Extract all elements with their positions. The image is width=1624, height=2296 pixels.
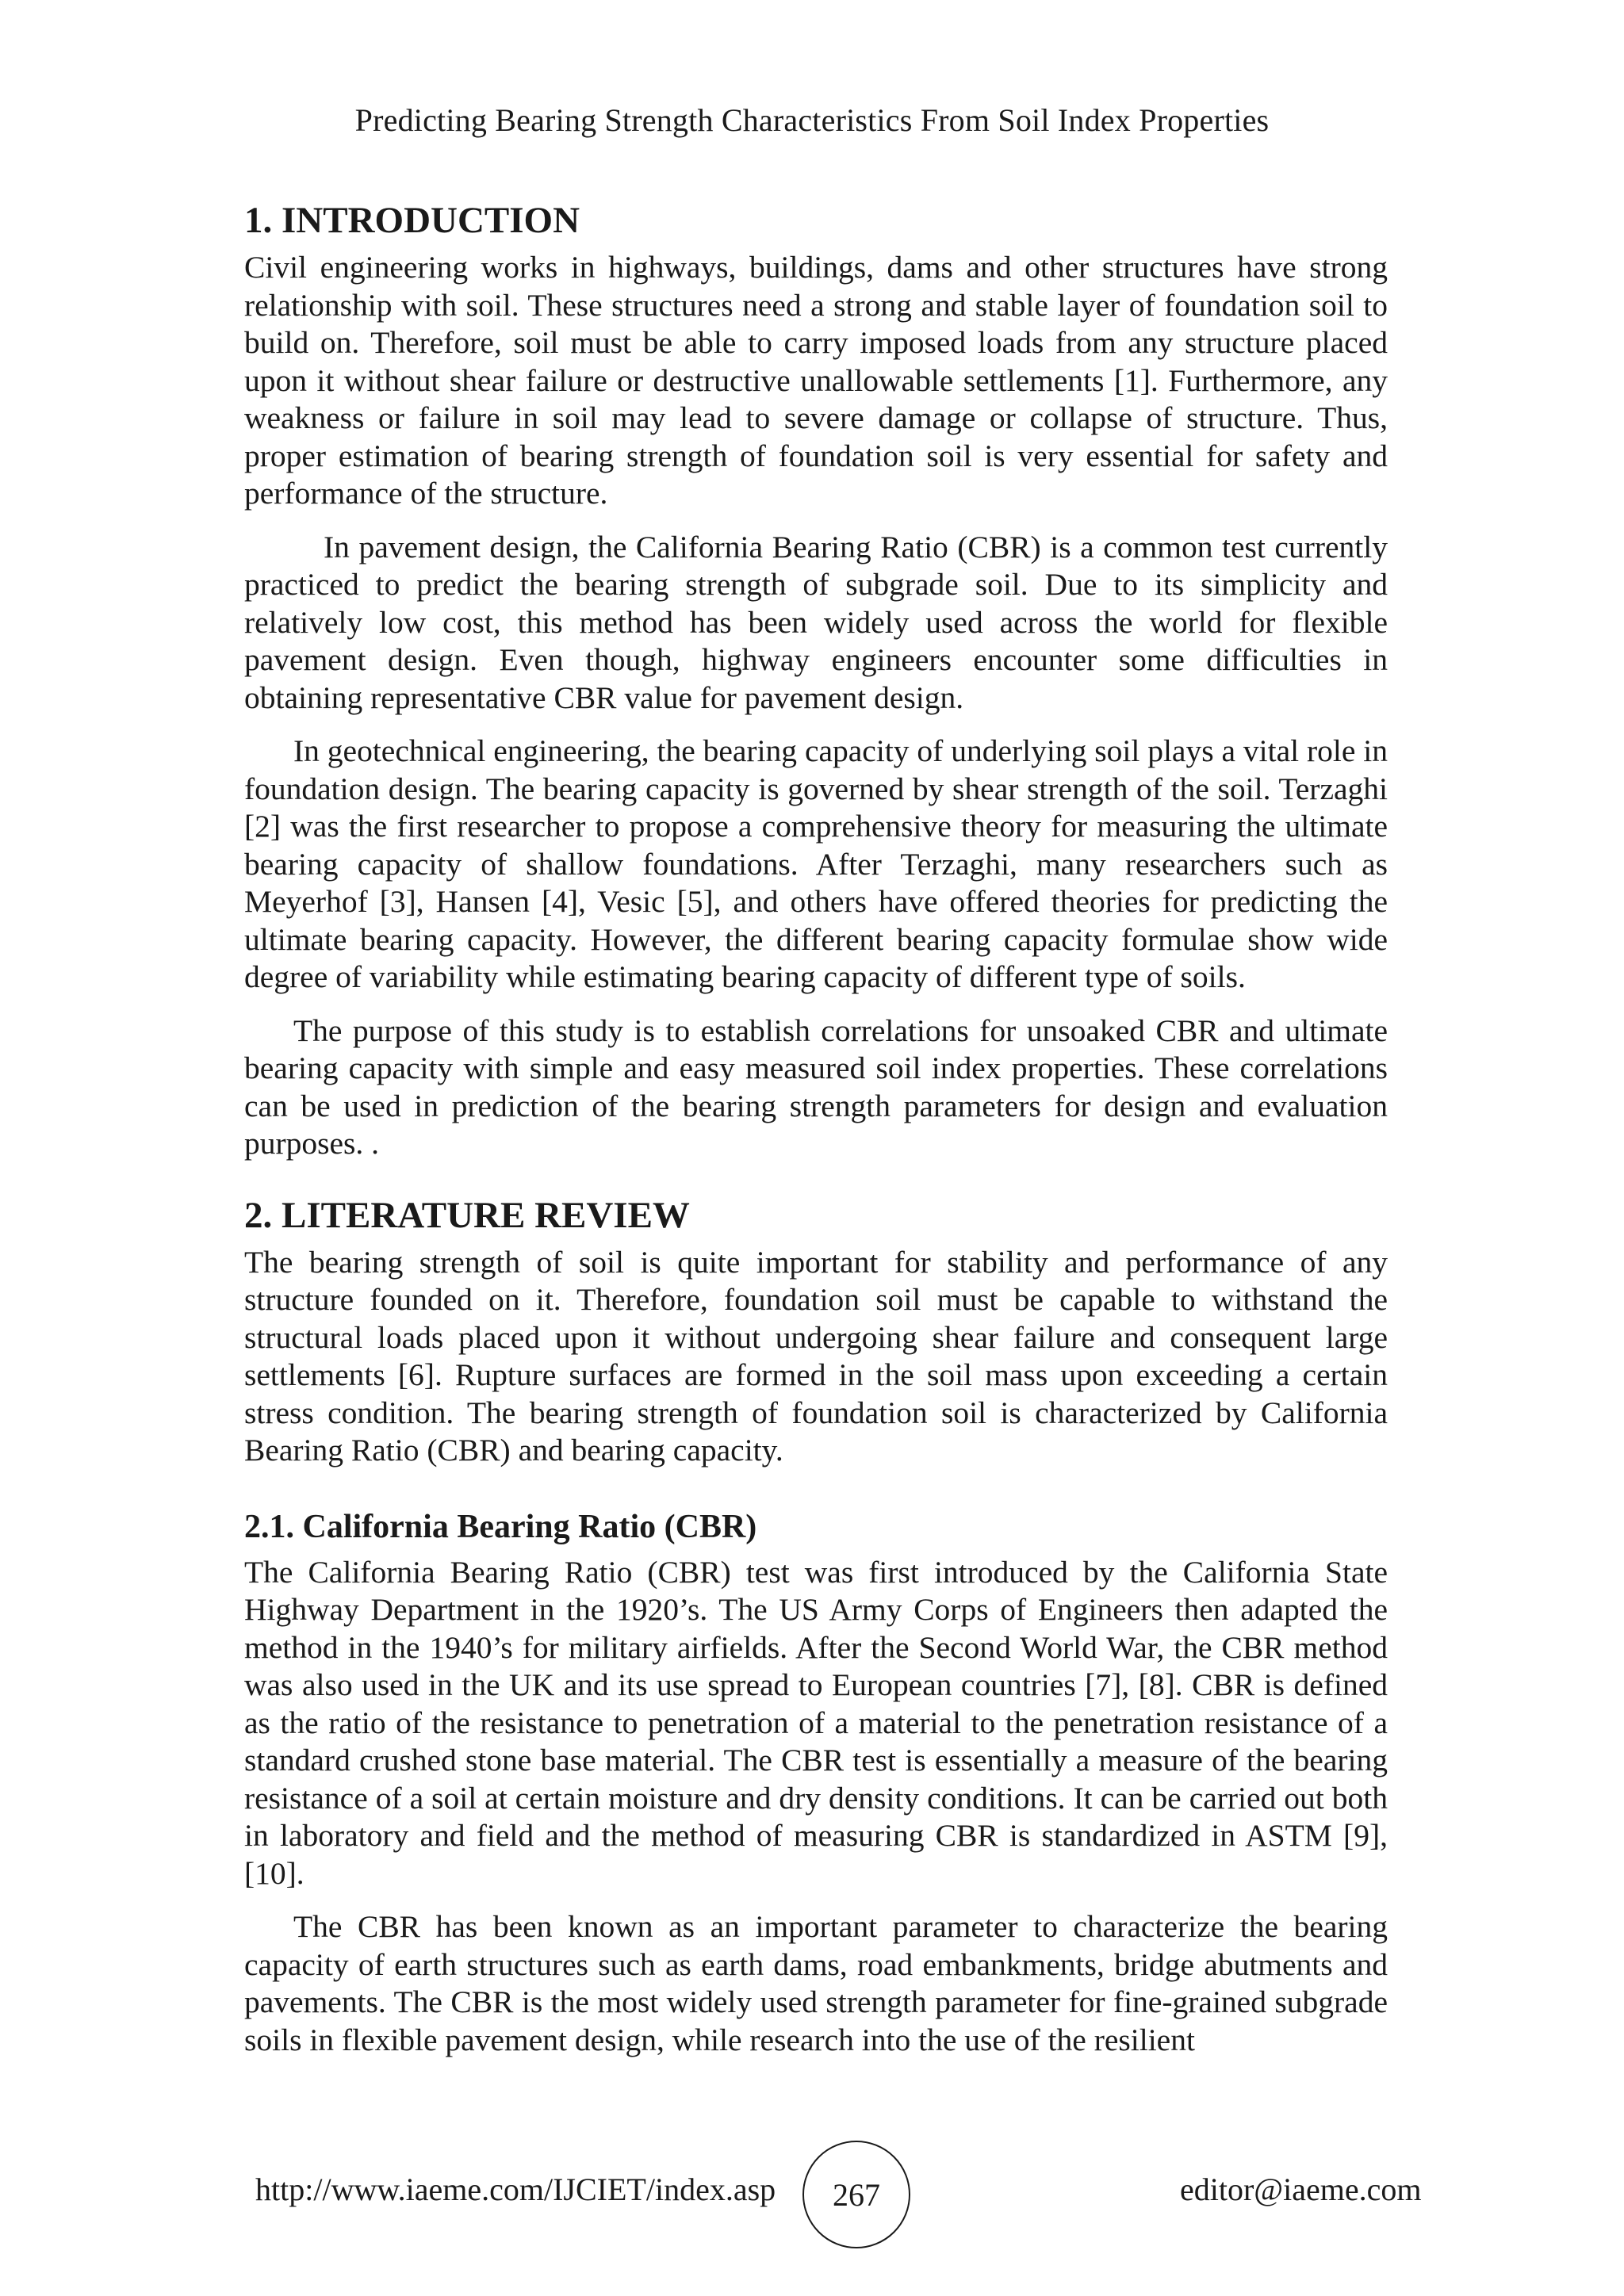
section-heading-introduction: 1. INTRODUCTION [244, 200, 580, 241]
article-body [244, 197, 1388, 2075]
paragraph: The bearing strength of soil is quite important for stability and performance of any structure founded on it. Therefore, foundation soil must be capable to withstand the structural loads placed upon it without undergoing shear failure and consequent large settlements [6]. Rupture surfaces are formed in the soil mass upon exceeding a certain stress condition. The bearing strength of foundation soil is characterized by California Bearing Ratio (CBR) and bearing capacity. [244, 1244, 1388, 1468]
subsection-heading-cbr: 2.1. California Bearing Ratio (CBR) [244, 1508, 757, 1545]
paragraph: The California Bearing Ratio (CBR) test was first introduced by the California State Highway Department in the 1920’s. The US Army Corps of Engineers then adapted the method in the 1940’s for military airfields. After the Second World War, the CBR method was also used in the UK and its use spread to European countries [7], [8]. CBR is defined as the ratio of the resistance to penetration of a material to the penetration resistance of a standard crushed stone base material. The CBR test is essentially a measure of the bearing resistance of a soil at certain moisture and dry density conditions. It can be carried out both in laboratory and field and the method of measuring CBR is standardized in ASTM [9], [10]. [244, 1554, 1388, 1891]
paragraph: In geotechnical engineering, the bearing capacity of underlying soil plays a vital role in foundation design. The bearing capacity is governed by shear strength of the soil. Terzaghi [2] was the first researcher to propose a comprehensive theory for measuring the ultimate bearing capacity of shallow foundations. After Terzaghi, many researchers such as Meyerhof [3], Hansen [4], Vesic [5], and others have offered theories for predicting the ultimate bearing capacity. However, the different bearing capacity formulae show wide degree of variability while estimating bearing capacity of different type of soils. [244, 733, 1388, 994]
running-header: Predicting Bearing Strength Characteristics From Soil Index Properties [354, 102, 1270, 138]
section-heading-literature-review: 2. LITERATURE REVIEW [244, 1194, 690, 1236]
footer-email-link[interactable]: editor@iaeme.com [1180, 2172, 1422, 2207]
footer-url-link[interactable]: http://www.iaeme.com/IJCIET/index.asp [255, 2172, 776, 2207]
paragraph: Civil engineering works in highways, buildings, dams and other structures have strong relationship with soil. These structures need a strong and stable layer of foundation soil to build on. Therefore, soil must be able to carry imposed loads from any structure placed upon it without shear failure or destructive unallowable settlements [1]. Furthermore, any weakness or failure in soil may lead to severe damage or collapse of structure. Thus, proper estimation of bearing strength of foundation soil is very essential for safety and performance of the structure. [244, 250, 1388, 511]
page-footer [0, 2141, 1624, 2236]
paragraph: The CBR has been known as an important parameter to characterize the bearing capacity of earth structures such as earth dams, road embankments, bridge abutments and pavements. The CBR is the most widely used strength parameter for fine-grained subgrade soils in flexible pavement design, while research into the use of the resilient [244, 1909, 1388, 2057]
paragraph: In pavement design, the California Bearing Ratio (CBR) is a common test currently practiced to predict the bearing strength of subgrade soil. Due to its simplicity and relatively low cost, this method has been widely used across the world for flexible pavement design. Even though, highway engineers encounter some difficulties in obtaining representative CBR value for pavement design. [244, 529, 1388, 715]
paragraph: The purpose of this study is to establish correlations for unsoaked CBR and ultimate bearing capacity with simple and easy measured soil index properties. These correlations can be used in prediction of the bearing strength parameters for design and evaluation purposes. . [244, 1012, 1388, 1161]
page-number: 267 [802, 2141, 910, 2248]
